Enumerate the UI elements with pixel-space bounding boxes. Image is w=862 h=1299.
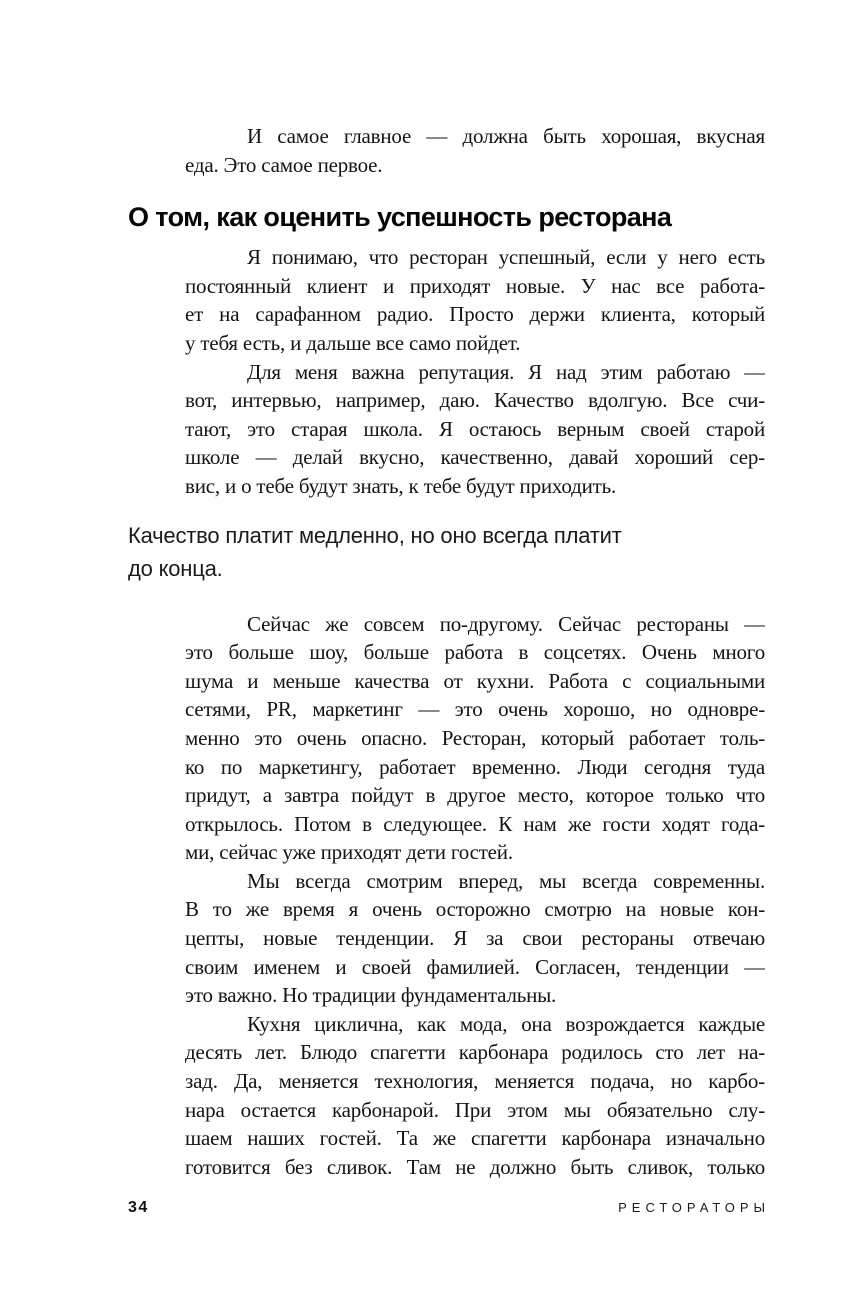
text-line: Качество платит медленно, но оно всегда платит <box>128 522 622 548</box>
text-line: Сейчас же совсем по-другому. Сейчас рестораны — <box>247 611 765 636</box>
section-heading: О том, как оценить успешность ресторана <box>128 202 672 233</box>
text-line: десять лет. Блюдо спагетти карбонара родилось сто лет на- <box>185 1040 765 1065</box>
pull-quote <box>128 519 728 585</box>
text-line: Я понимаю, что ресторан успешный, если у него есть <box>247 245 765 270</box>
text-line: готовится без сливок. Там не должно быть сливок, только <box>185 1154 765 1179</box>
page-number: 34 <box>128 1199 149 1216</box>
page-content <box>128 0 765 1181</box>
text-line: Для меня важна репутация. Я над этим работаю — <box>247 359 765 384</box>
text-line: у тебя есть, и дальше все само пойдет. <box>185 330 521 355</box>
text-line: шума и меньше качества от кухни. Работа с социальными <box>185 668 765 693</box>
text-line: ет на сарафанном радио. Просто держи клиента, который <box>185 302 765 327</box>
paragraph <box>185 867 765 1010</box>
text-line: открылось. Потом в следующее. К нам же гости ходят года- <box>185 811 765 836</box>
intro-paragraph <box>185 122 765 179</box>
paragraph <box>185 610 765 867</box>
running-title: РЕСТОРАТОРЫ <box>618 1200 770 1215</box>
text-line: тают, это старая школа. Я остаюсь верным своей старой <box>185 416 765 441</box>
text-line: сетями, PR, маркетинг — это очень хорошо, но одновре- <box>185 697 765 722</box>
text-line: школе — делай вкусно, качественно, давай хороший сер- <box>185 445 765 470</box>
text-line: своим именем и своей фамилией. Согласен, тенденции — <box>185 954 765 979</box>
page-footer <box>128 1199 770 1217</box>
paragraph <box>185 358 765 501</box>
text-line: вис, и о тебе будут знать, к тебе будут приходить. <box>185 473 617 498</box>
text-line: цепты, новые тенденции. Я за свои рестораны отвечаю <box>185 926 765 951</box>
paragraph <box>185 243 765 357</box>
text-line: Мы всегда смотрим вперед, мы всегда современны. <box>247 868 765 893</box>
text-line: Кухня циклична, как мода, она возрождается каждые <box>247 1011 765 1036</box>
text-line: придут, а завтра пойдут в другое место, которое только что <box>185 783 765 808</box>
text-line: В то же время я очень осторожно смотрю на новые кон- <box>185 897 765 922</box>
text-line: шаем наших гостей. Та же спагетти карбонара изначально <box>185 1126 765 1151</box>
paragraph <box>185 1010 765 1182</box>
text-line: это важно. Но традиции фундаментальны. <box>185 983 557 1008</box>
text-line: постоянный клиент и приходят новые. У нас все работа- <box>185 273 765 298</box>
text-line: зад. Да, меняется технология, меняется подача, но карбо- <box>185 1069 765 1094</box>
text-line: вот, интервью, например, даю. Качество вдолгую. Все счи- <box>185 388 765 413</box>
text-line: это больше шоу, больше работа в соцсетях. Очень много <box>185 640 765 665</box>
text-line: еда. Это самое первое. <box>185 152 383 177</box>
text-line: менно это очень опасно. Ресторан, который работает толь- <box>185 725 765 750</box>
text-line: И самое главное — должна быть хорошая, вкусная <box>247 124 765 148</box>
text-line: до конца. <box>128 555 223 581</box>
text-line: ко по маркетингу, работает временно. Люди сегодня туда <box>185 754 765 779</box>
text-line: ми, сейчас уже приходят дети гостей. <box>185 840 513 865</box>
text-line: нара остается карбонарой. При этом мы обязательно слу- <box>185 1097 765 1122</box>
